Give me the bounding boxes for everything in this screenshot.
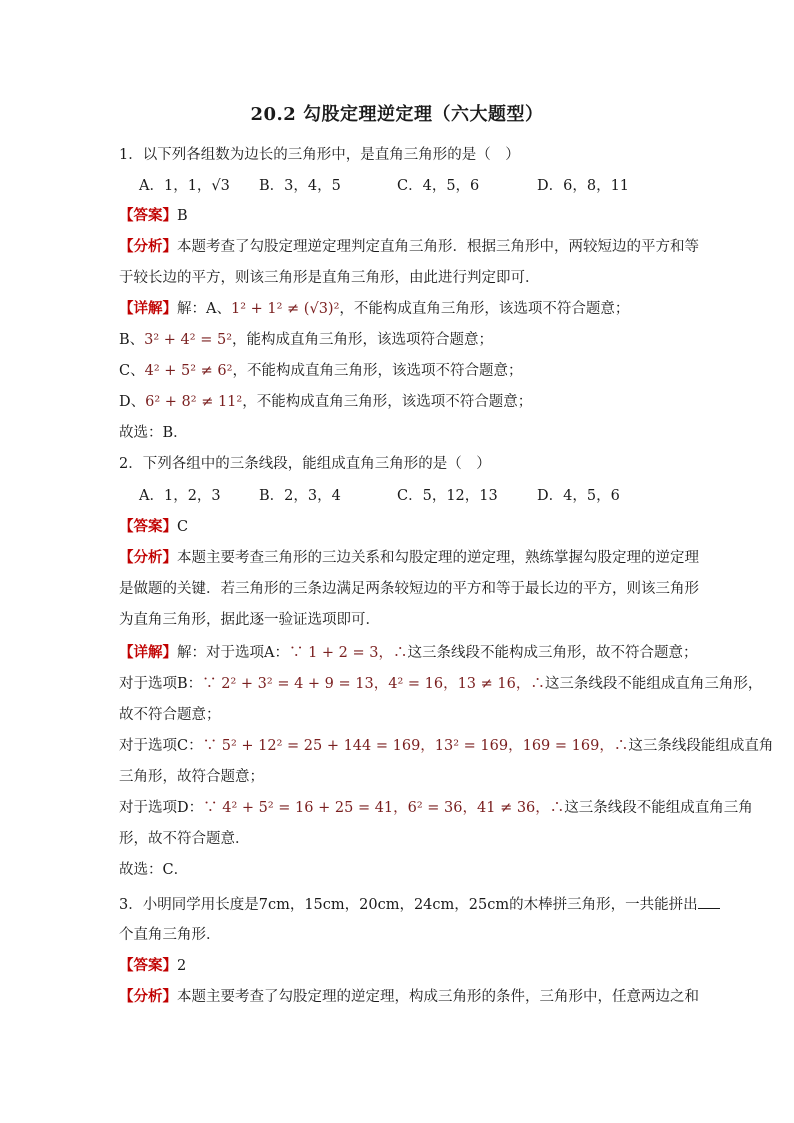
- q2-analysis-line-2: 是做题的关键．若三角形的三条边满足两条较短边的平方和等于最长边的平方，则该三角形: [119, 581, 699, 597]
- answer-value: 2: [177, 958, 187, 974]
- q2-option-c: C．5，12，13: [397, 488, 498, 504]
- q2-option-b: B．2，3，4: [259, 488, 341, 504]
- detail-prefix: D、: [119, 394, 146, 410]
- q2-answer: [119, 517, 699, 537]
- page-title: 20.2 勾股定理逆定理（六大题型）: [250, 104, 544, 125]
- answer-tag: 【答案】: [119, 207, 177, 224]
- q3-stem-text: 3．小明同学用长度是7cm，15cm，20cm，24cm，25cm的木棒拼三角形，一共能拼出: [119, 897, 698, 913]
- detail-intro: 解：A、: [177, 301, 231, 317]
- q2-detail-a: [119, 643, 699, 663]
- q1-answer: [119, 206, 699, 226]
- q2-stem: 2．下列各组中的三条线段，能组成直角三角形的是（ ）: [119, 456, 491, 472]
- detail-prefix: 解：对于选项A：: [177, 645, 289, 661]
- q1-option-c: C．4，5，6: [397, 178, 480, 194]
- q1-option-a: A．1，1，√3: [139, 178, 230, 194]
- q1-detail-c: [119, 361, 699, 381]
- detail-text: ，不能构成直角三角形，该选项不符合题意；: [339, 301, 630, 317]
- analysis-text: 本题主要考查了勾股定理的逆定理，构成三角形的条件，三角形中，任意两边之和: [177, 989, 699, 1005]
- answer-tag: 【答案】: [119, 518, 177, 535]
- q3-stem: [119, 894, 699, 915]
- q1-option-b: B．3，4，5: [259, 178, 341, 194]
- q1-stem: 1．以下列各组数为边长的三角形中，是直角三角形的是（ ）: [119, 147, 520, 163]
- math-expression: ∵ 1 + 2 = 3，∴: [288, 645, 408, 661]
- detail-text: ，能构成直角三角形，该选项符合题意；: [232, 332, 494, 348]
- math-expression: 4² + 5² ≠ 6²: [144, 363, 233, 379]
- math-expression: ∵ 4² + 5² = 16 + 25 = 41，6² = 36，41 ≠ 36，∴: [203, 800, 565, 816]
- math-expression: ∵ 2² + 3² = 4 + 9 = 13，4² = 16，13 ≠ 16，∴: [202, 676, 545, 692]
- q2-option-d: D．4，5，6: [537, 488, 620, 504]
- analysis-tag: 【分析】: [119, 549, 177, 566]
- analysis-tag: 【分析】: [119, 988, 177, 1005]
- analysis-tag: 【分析】: [119, 238, 177, 255]
- q2-detail-c-cont: 三角形，故符合题意；: [119, 769, 264, 785]
- detail-text: 这三条线段不能构成三角形，故不符合题意；: [407, 645, 698, 661]
- detail-text: 这三条线段不能组成直角三角: [564, 800, 753, 816]
- q2-detail-b-cont: 故不符合题意；: [119, 707, 221, 723]
- q1-analysis-line-1: [119, 237, 699, 257]
- detail-prefix: C、: [119, 363, 145, 379]
- detail-text: 这三条线段不能组成直角三角形，: [544, 676, 763, 692]
- detail-tag: 【详解】: [119, 644, 177, 661]
- q1-detail-b: [119, 330, 699, 350]
- q2-analysis-line-3: 为直角三角形，据此逐一验证选项即可．: [119, 612, 380, 628]
- q3-analysis-line-1: [119, 987, 699, 1007]
- q3-stem-cont: 个直角三角形．: [119, 927, 221, 943]
- detail-text: ，不能构成直角三角形，该选项不符合题意；: [242, 394, 533, 410]
- answer-value: B: [177, 208, 188, 224]
- math-expression: 3² + 4² = 5²: [144, 332, 233, 348]
- q1-option-d: D．6，8，11: [537, 178, 630, 194]
- q2-detail-d: [119, 798, 753, 818]
- q1-detail-d: [119, 392, 699, 412]
- answer-value: C: [177, 519, 189, 535]
- detail-prefix: 对于选项D：: [119, 800, 204, 816]
- q2-analysis-line-1: [119, 548, 699, 568]
- answer-tag: 【答案】: [119, 957, 177, 974]
- detail-prefix: 对于选项C：: [119, 738, 203, 754]
- detail-text: ，不能构成直角三角形，该选项不符合题意；: [232, 363, 523, 379]
- q2-detail-c: [119, 736, 774, 756]
- analysis-text: 本题考查了勾股定理逆定理判定直角三角形．根据三角形中，两较短边的平方和等: [177, 239, 699, 255]
- detail-prefix: B、: [119, 332, 145, 348]
- q1-conclusion: 故选：B．: [119, 425, 188, 441]
- detail-prefix: 对于选项B：: [119, 676, 203, 692]
- q2-conclusion: 故选：C．: [119, 862, 189, 878]
- answer-blank: [698, 894, 720, 909]
- q2-detail-b: [119, 674, 763, 694]
- q1-detail-a: [119, 299, 699, 319]
- q2-option-a: A．1，2，3: [139, 488, 221, 504]
- analysis-text: 本题主要考查三角形的三边关系和勾股定理的逆定理，熟练掌握勾股定理的逆定理: [177, 550, 699, 566]
- detail-text: 这三条线段能组成直角: [628, 738, 774, 754]
- q2-detail-d-cont: 形，故不符合题意．: [119, 831, 250, 847]
- q3-answer: [119, 956, 699, 976]
- math-expression: 6² + 8² ≠ 11²: [145, 394, 243, 410]
- math-expression: 1² + 1² ≠ (√3)²: [230, 301, 340, 317]
- q1-analysis-line-2: 于较长边的平方，则该三角形是直角三角形，由此进行判定即可．: [119, 270, 540, 286]
- detail-tag: 【详解】: [119, 300, 177, 317]
- math-expression: ∵ 5² + 12² = 25 + 144 = 169，13² = 169，169 = 169，∴: [202, 738, 629, 754]
